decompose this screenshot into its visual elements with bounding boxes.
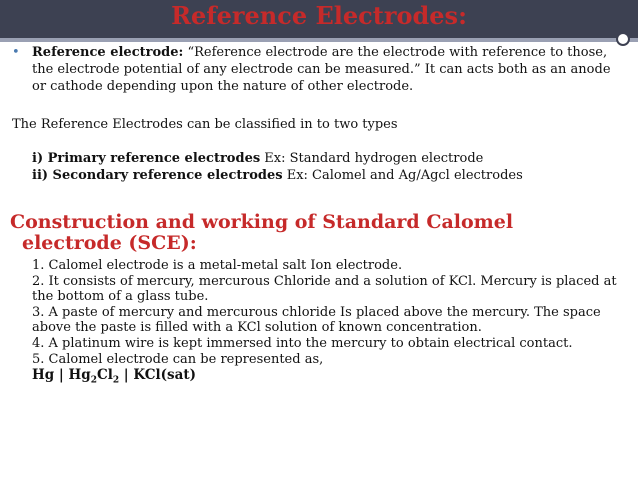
type-primary xyxy=(32,150,483,167)
definition-body: “Reference electrode are the electrode with reference to those, the electrode potential of any electrode can be measured.” It can acts both as an anode or cathode depending upon the nature of other electrode. xyxy=(32,45,611,94)
formula-sub-cl: 2 xyxy=(112,375,120,386)
step-item: 3. A paste of mercury and mercurous chloride Is placed above the mercury. The space above the paste is filled with a KCl solution of known concentration. xyxy=(32,305,601,335)
step-item: 5. Calomel electrode can be represented as, xyxy=(32,352,324,367)
type-secondary-example: Ex: Calomel and Ag/Agcl electrodes xyxy=(286,168,523,183)
formula-cl: Cl xyxy=(96,367,113,383)
steps-list xyxy=(32,258,628,384)
calomel-formula xyxy=(32,367,628,386)
classification-intro: The Reference Electrodes can be classified in to two types xyxy=(12,117,398,132)
definition-term: Reference electrode: xyxy=(32,45,184,60)
slide-title: Reference Electrodes: xyxy=(171,1,467,30)
section-heading-line1: Construction and working of Standard Calomel xyxy=(10,211,514,233)
section-heading-line2: electrode (SCE): xyxy=(22,232,197,254)
header-divider xyxy=(0,38,638,42)
formula-hg: Hg | Hg xyxy=(32,367,91,383)
step-item: 2. It consists of mercury, mercurous Chloride and a solution of KCl. Mercury is placed at the bottom of a glass tube. xyxy=(32,274,617,304)
formula-kcl: | KCl(sat) xyxy=(119,367,197,383)
formula-sub-hg: 2 xyxy=(90,375,97,386)
type-secondary-label: ii) Secondary reference electrodes xyxy=(32,168,283,183)
type-primary-label: i) Primary reference electrodes xyxy=(32,151,261,166)
section-heading xyxy=(10,212,570,254)
type-primary-example: Ex: Standard hydrogen electrode xyxy=(264,151,484,166)
step-item: 1. Calomel electrode is a metal-metal salt Ion electrode. xyxy=(32,258,403,273)
bullet-icon: • xyxy=(12,45,20,60)
type-secondary xyxy=(32,167,523,184)
definition-bullet xyxy=(12,44,628,95)
definition-text xyxy=(32,44,628,95)
step-item: 4. A platinum wire is kept immersed into the mercury to obtain electrical contact. xyxy=(32,336,573,351)
